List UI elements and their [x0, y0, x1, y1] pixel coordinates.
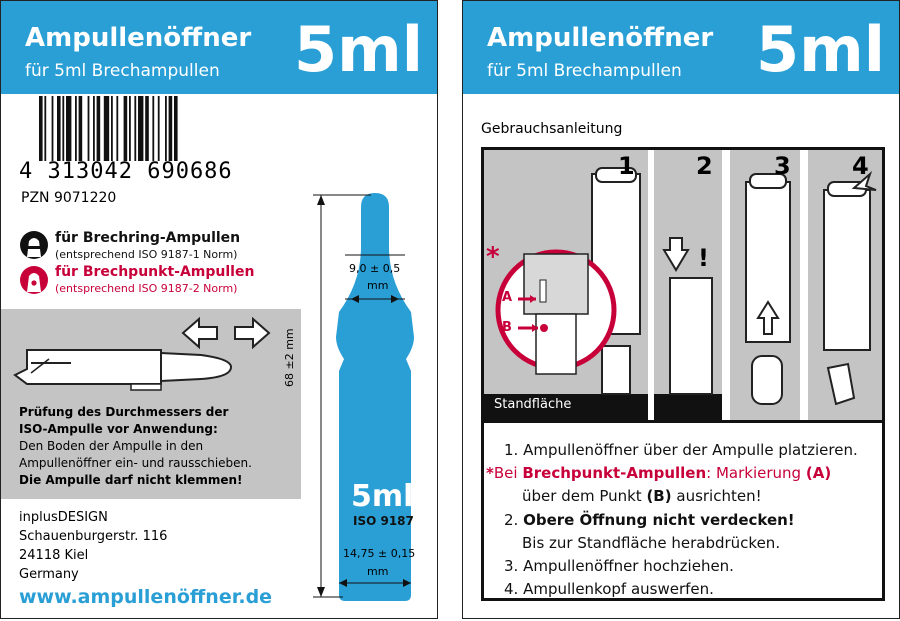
brechring-icon: [19, 229, 49, 261]
marker-b: B: [502, 320, 512, 335]
ampoule-illustration: [301, 187, 438, 607]
left-size: 5ml: [294, 13, 423, 86]
brechpunkt-icon: [19, 264, 49, 296]
ampoule-label: 5ml: [351, 479, 414, 514]
instruction-step-2: [504, 511, 795, 529]
diameter-check-box: [1, 309, 301, 499]
ampoule-bottom-dim: 14,75 ± 0,15: [343, 547, 416, 560]
ampoule-norm: ISO 9187: [353, 514, 414, 528]
check-body2: Ampullenöffner ein- und rausschieben.: [19, 456, 252, 470]
address-company: inplusDESIGN: [19, 510, 108, 525]
address-street: Schauenburgerstr. 116: [19, 529, 168, 544]
instruction-note-line2: [522, 487, 762, 505]
note2-post: ausrichten!: [671, 487, 762, 505]
step-number-1: 1: [618, 152, 635, 180]
barcode-number: 4 313042 690686: [19, 159, 233, 184]
check-heading2: ISO-Ampulle vor Anwendung:: [19, 422, 218, 436]
ampoule-bottom-unit: mm: [367, 565, 389, 578]
note2-pre: über dem Punkt: [522, 487, 647, 505]
base-label: Standfläche: [494, 397, 572, 412]
instruction-note-line1: [486, 464, 831, 482]
step2-bold: Obere Öffnung nicht verdecken!: [523, 511, 795, 529]
address-city: 24118 Kiel: [19, 548, 89, 563]
instruction-step-2b: Bis zur Standfläche herabdrücken.: [522, 534, 781, 552]
step-number-4: 4: [852, 152, 869, 180]
instructions-heading: Gebrauchsanleitung: [481, 121, 623, 137]
right-header: [463, 1, 899, 94]
note-bold: Brechpunkt-Ampullen: [522, 464, 707, 482]
type1-sub: (entsprechend ISO 9187-1 Norm): [55, 248, 238, 261]
asterisk-marker: *: [486, 242, 500, 272]
note2-b: (B): [646, 487, 672, 505]
note-asterisk: *: [486, 464, 494, 482]
type2-title: für Brechpunkt-Ampullen: [55, 264, 255, 280]
left-header: [1, 1, 437, 94]
steps-illustration: [481, 147, 885, 423]
barcode: [39, 96, 217, 161]
ampoule-top-unit: mm: [367, 279, 389, 292]
instruction-step-4: 4. Ampullenkopf auswerfen.: [504, 580, 714, 598]
check-heading1: Prüfung des Durchmessers der: [19, 405, 229, 419]
marker-a: A: [502, 290, 513, 305]
check-warning: Die Ampulle darf nicht klemmen!: [19, 473, 243, 487]
instruction-step-3: 3. Ampullenöffner hochziehen.: [504, 557, 734, 575]
type1-title: für Brechring-Ampullen: [55, 230, 241, 246]
step-number-3: 3: [774, 152, 791, 180]
exclaim-marker: !: [698, 244, 709, 272]
instruction-list: [481, 423, 885, 601]
left-title: Ampullenöffner: [25, 23, 252, 53]
note-mid: : Markierung: [706, 464, 806, 482]
address-country: Germany: [19, 567, 79, 582]
right-label-panel: [462, 0, 900, 619]
double-arrow-icon: [181, 315, 273, 351]
left-label-panel: [0, 0, 438, 619]
note-a: (A): [805, 464, 832, 482]
website-link[interactable]: www.ampullenöffner.de: [19, 586, 273, 608]
right-title: Ampullenöffner: [487, 23, 714, 53]
type2-sub: (entsprechend ISO 9187-2 Norm): [55, 282, 238, 295]
instruction-step-1: 1. Ampullenöffner über der Ampulle platzieren.: [504, 441, 858, 459]
note-pre: Bei: [493, 464, 523, 482]
right-size: 5ml: [756, 13, 885, 86]
ampoule-height: 68 ±2 mm: [283, 328, 296, 387]
pzn: PZN 9071220: [21, 190, 117, 206]
check-body1: Den Boden der Ampulle in den: [19, 439, 204, 453]
steps-drawing: [484, 150, 882, 420]
step2-num: 2.: [504, 511, 524, 529]
left-subtitle: für 5ml Brechampullen: [25, 61, 220, 81]
ampoule-top-dim: 9,0 ± 0,5: [349, 262, 401, 275]
right-subtitle: für 5ml Brechampullen: [487, 61, 682, 81]
step-number-2: 2: [696, 152, 713, 180]
